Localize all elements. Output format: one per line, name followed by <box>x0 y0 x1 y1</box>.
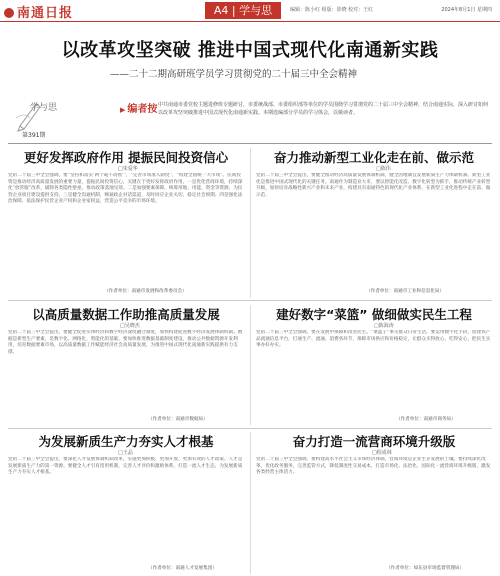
row-divider <box>8 300 492 301</box>
column-divider <box>250 148 251 298</box>
article-author: □吴晓杰 <box>120 323 140 329</box>
article-body: 党的二十届三中全会强调，要在发展中保障和改善民生。“菜篮子”事关群众日常生活。要运用数字化手段，搭建农产品流通信息平台，打通生产、流通、消费各环节，保障市场供应和价格稳定，让群众买得放心、吃得安心，把民生实事办好办实。 <box>256 330 491 349</box>
editor-line: 编辑：陈小红 组版：徐晓 校对：王红 <box>290 7 374 13</box>
issue-number: 第391期 <box>22 132 46 139</box>
logo-icon <box>4 8 14 18</box>
column-name: 学与思 <box>30 103 58 113</box>
column-divider <box>250 305 251 425</box>
article-affiliation: （作者单位：南通人才发展集团） <box>148 566 217 571</box>
article-title: 为发展新质生产力夯实人才根基 <box>38 434 214 449</box>
article-affiliation: （作者单位：南通市工业和信息化局） <box>366 289 445 294</box>
article-title: 奋力打造一流营商环境升级版 <box>292 434 456 449</box>
article-2 <box>256 148 492 298</box>
row-divider <box>8 428 492 429</box>
issue-date: 2024年8月1日 星期四 <box>441 7 492 13</box>
article-author: □程成林 <box>372 450 392 456</box>
editor-note-label: ▶ 编者按 <box>120 100 157 115</box>
article-1 <box>8 148 244 298</box>
article-3 <box>8 305 244 425</box>
article-body: 党的二十届三中全会强调，要“坚持和落实‘两个毫不动摇’”，“完善市场准入制度”，“构建全国统一大市场”。民间投资是推动经济高质量发展的重要力量，提振民间投资信心，关键在于更好发挥政府作用。一是优化营商环境，持续深化“放管服”改革，破除各类隐性壁垒，推动政策落地见效。二是加强要素保障，统筹用地、用能、资金等资源，为民营企业项目建设提供支持。三是健全沟通机制，畅通政企对话渠道，及时回应企业关切，稳定社会预期。四是强化法治保障，依法保护民营企业产权和企业家权益，营造公平竞争的市场环境。 <box>8 173 243 205</box>
logo-text: 南通日报 <box>17 6 74 21</box>
article-body: 党的二十届三中全会提出，要健全促进实体经济和数字经济深度融合制度，加快构建促进数字经济发展体制机制。数据是新型生产要素，是数字化、网络化、智能化的基础。要加快推进数据基础制度建设，推动公共数据资源开发利用，培育数据要素市场，以高质量数据工作赋能经济社会高质量发展，为推进中国式现代化南通新实践提供有力支撑。 <box>8 330 243 355</box>
article-body: 党的二十届三中全会强调，要构建高水平社会主义市场经济体制。营商环境是企业生存发展的土壤。要持续深化改革，优化政务服务，完善监管方式，降低制度性交易成本，打造市场化、法治化、国际化一流营商环境升级版，激发各类经营主体活力。 <box>256 457 491 476</box>
article-title: 建好数字“菜篮” 做细做实民生工程 <box>276 307 472 322</box>
article-5 <box>8 432 244 574</box>
article-author: □王晶 <box>118 450 133 456</box>
article-title: 更好发挥政府作用 提振民间投资信心 <box>23 150 229 165</box>
article-4 <box>256 305 492 425</box>
newspaper-logo <box>4 2 73 21</box>
masthead <box>0 0 500 22</box>
article-title: 奋力推动新型工业化走在前、做示范 <box>273 150 474 165</box>
article-affiliation: （作者单位：南通市商务局） <box>396 417 456 422</box>
article-author: □朱爱华 <box>118 166 138 172</box>
article-author: □陈海涛 <box>374 323 394 329</box>
section-tab: A4 | 学与思 <box>205 2 281 19</box>
column-divider <box>250 432 251 574</box>
article-affiliation: （作者单位：如东县市场监督管理局） <box>386 566 465 571</box>
section-divider <box>8 143 492 144</box>
page-title: 以改革攻坚突破 推进中国式现代化南通新实践 <box>61 40 439 61</box>
article-affiliation: （作者单位：南通市数据局） <box>148 417 208 422</box>
article-title: 以高质量数据工作助推高质量发展 <box>32 307 220 322</box>
editor-note-text: 中共南通市委党校主题进修班专题研讨，市委统战部、市委组织部等单位的学员围绕学习贯彻党的二十届三中全会精神，结合南通实际，深入研讨如何以改革攻坚突破推进中国式现代化南通新实践。本期选编部分学员的学习体会，以飨读者。 <box>158 102 488 117</box>
article-body: 党的二十届三中全会提出，要健全推动经济高质量发展体制机制，健全因地制宜发展新质生产力体制机制。新型工业化是推进中国式现代化的关键任务。南通作为制造业大市，要以智能化改造、数字化转型为抓手，推动传统产业转型升级，加快培育战略性新兴产业和未来产业，构建具有南通特色的现代化产业体系，在新型工业化进程中走在前、做示范。 <box>256 173 491 198</box>
article-6 <box>256 432 492 574</box>
page-subtitle: ——二十二期高研班学员学习贯彻党的二十届三中全会精神 <box>110 69 358 80</box>
article-body: 党的二十届三中全会提出，要深化人才发展体制机制改革，实施更加积极、更加开放、更加有效的人才政策。人才是发展新质生产力的第一资源。要健全人才引育留用机制，完善人才评价和激励体系，打造一流人才生态，为发展新质生产力夯实人才根基。 <box>8 457 243 476</box>
article-affiliation: （作者单位：南通市发展和改革委员会） <box>104 289 187 294</box>
article-author: □陈伟 <box>376 166 391 172</box>
